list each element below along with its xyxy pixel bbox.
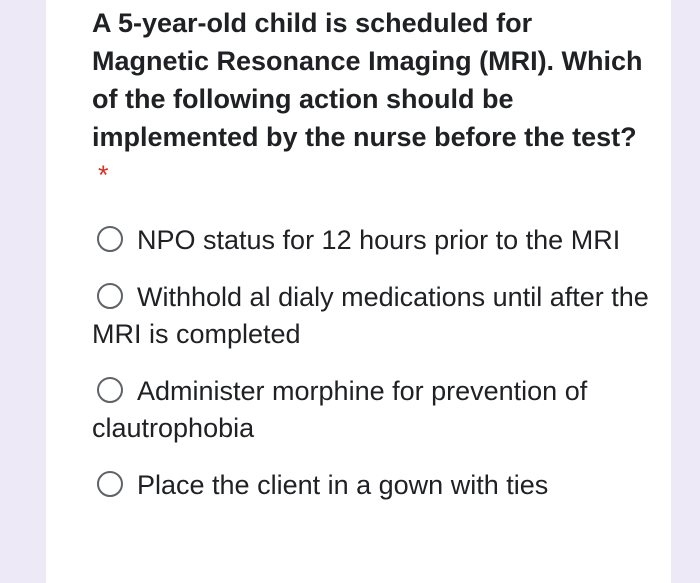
radio-option-gown-with-ties[interactable] xyxy=(92,467,652,504)
option-label: NPO status for 12 hours prior to the MRI xyxy=(137,225,621,255)
radio-button-icon[interactable] xyxy=(97,283,123,309)
radio-option-list xyxy=(92,222,652,524)
radio-button-icon[interactable] xyxy=(97,471,123,497)
radio-option-administer-morphine[interactable] xyxy=(92,373,652,447)
radio-button-icon[interactable] xyxy=(97,226,123,252)
option-label: Administer morphine for prevention of clautrophobia xyxy=(92,376,588,443)
question-text: A 5-year-old child is scheduled for Magnetic Resonance Imaging (MRI). Which of the following action should be implemented by the nurse before the test? xyxy=(92,8,643,152)
radio-option-npo[interactable] xyxy=(92,222,652,259)
option-label: Withhold al dialy medications until after the MRI is completed xyxy=(92,282,649,349)
radio-button-icon[interactable] xyxy=(97,377,123,403)
radio-option-withhold-medications[interactable] xyxy=(92,279,652,353)
option-label: Place the client in a gown with ties xyxy=(137,470,549,500)
question-title xyxy=(92,4,652,194)
required-asterisk: * xyxy=(98,160,109,190)
question-card xyxy=(46,0,671,583)
